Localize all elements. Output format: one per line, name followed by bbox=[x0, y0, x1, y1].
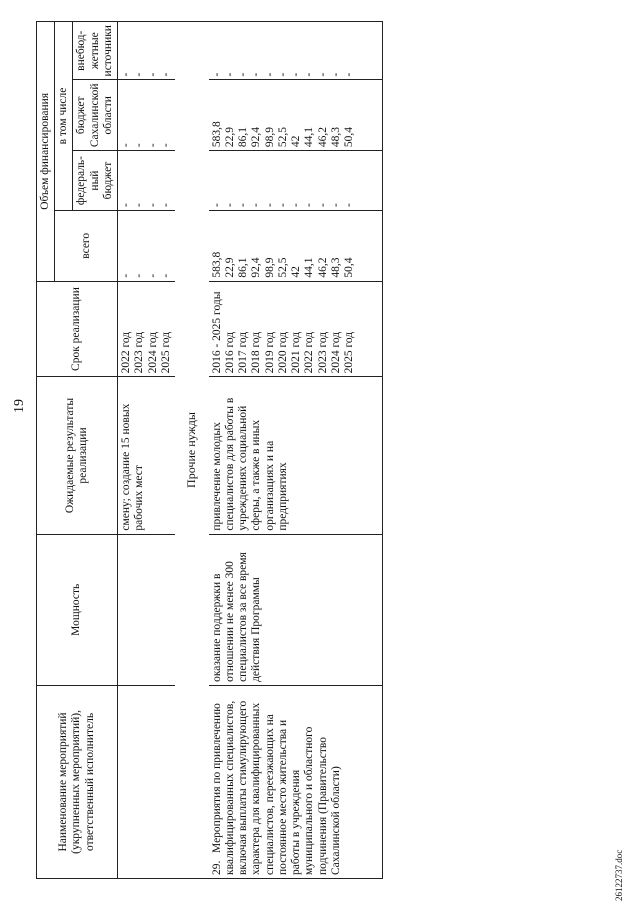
cell-line: 2020 год bbox=[276, 331, 289, 374]
cell-line: 44,1 bbox=[303, 127, 316, 148]
cell-line: - bbox=[263, 72, 276, 77]
table-end-spacer bbox=[358, 22, 383, 879]
cell-line: 48,3 bbox=[329, 257, 342, 278]
cell-line: - bbox=[263, 203, 276, 207]
row-number: 29. bbox=[210, 860, 223, 875]
results-cell: смену; создание 15 новых рабочих мест bbox=[118, 377, 175, 534]
cell-line: - bbox=[290, 203, 303, 207]
cell-line: - bbox=[133, 203, 146, 207]
cell-line: - bbox=[342, 72, 355, 77]
cell-line: - bbox=[250, 203, 263, 207]
cell-line: 52,5 bbox=[276, 257, 289, 278]
cell-line: - bbox=[316, 72, 329, 77]
regional-cell bbox=[209, 80, 358, 151]
footer-filename: 26122737.doc bbox=[614, 849, 624, 901]
table-row-continued bbox=[118, 22, 175, 879]
cell-line: - bbox=[120, 273, 133, 278]
row-name: Мероприятия по привлечению квалифицированных специалистов, включая выплаты стимулирующего характера для квалифицированных специалистов, переезжающих на постоянное место жительства и работы в учреждения муниципального и областного подчинения (Правительство Сахалинской области) bbox=[210, 700, 342, 875]
cell-line: 44,1 bbox=[303, 257, 316, 278]
years-cell bbox=[209, 281, 358, 377]
cell-line: - bbox=[146, 203, 159, 207]
cell-line: 2022 год bbox=[303, 331, 316, 374]
cell-line: 22,9 bbox=[223, 127, 236, 148]
federal-cell bbox=[118, 151, 175, 211]
cell-line: - bbox=[342, 203, 355, 207]
cell-line: - bbox=[133, 143, 146, 148]
cell-line: 50,4 bbox=[342, 257, 355, 278]
cell-line: - bbox=[210, 203, 223, 207]
cell-line: - bbox=[250, 72, 263, 77]
cell-line: 42 bbox=[290, 135, 303, 148]
cell-line: 2023 год bbox=[316, 331, 329, 374]
cell-line: - bbox=[237, 203, 250, 207]
cell-line: 92,4 bbox=[250, 127, 263, 148]
cell-line: - bbox=[146, 273, 159, 278]
cell-line: 2019 год bbox=[263, 331, 276, 374]
cell-line: - bbox=[120, 72, 133, 77]
header-federal: федераль-ный бюджет bbox=[73, 151, 118, 211]
header-capacity: Мощность bbox=[37, 534, 118, 685]
section-row bbox=[175, 22, 209, 879]
cell-line: 583,8 bbox=[210, 121, 223, 148]
cell-line: - bbox=[329, 72, 342, 77]
cell-line: 2016 год bbox=[223, 331, 236, 374]
header-funding: Объем финансирования bbox=[37, 22, 55, 282]
cell-line: - bbox=[133, 273, 146, 278]
cell-line: 48,3 bbox=[329, 127, 342, 148]
header-term: Срок реализации bbox=[37, 281, 118, 377]
total-cell bbox=[209, 210, 358, 281]
cell-line: 2017 год bbox=[237, 331, 250, 374]
cell-line: - bbox=[290, 72, 303, 77]
header-name: Наименование мероприятий (укрупненных мероприятий), ответственный исполнитель bbox=[37, 685, 118, 878]
cell-line: - bbox=[159, 273, 172, 278]
cell-line: - bbox=[120, 203, 133, 207]
cell-line: 86,1 bbox=[237, 127, 250, 148]
cell-line: - bbox=[146, 143, 159, 148]
extra-cell bbox=[118, 22, 175, 80]
header-extra: внебюд-жетные источники bbox=[73, 22, 118, 80]
header-incl: в том числе bbox=[55, 22, 73, 211]
capacity-cell: оказание поддержки в отношении не менее 300 специалистов за все время действия Программы bbox=[209, 534, 358, 685]
cell-line: 46,2 bbox=[316, 127, 329, 148]
cell-line: - bbox=[303, 203, 316, 207]
cell-line: - bbox=[223, 203, 236, 207]
total-cell bbox=[118, 210, 175, 281]
cell-line: 2024 год bbox=[146, 331, 159, 374]
cell-line: 42 bbox=[290, 266, 303, 278]
cell-line: - bbox=[159, 143, 172, 148]
federal-cell bbox=[209, 151, 358, 211]
extra-cell bbox=[209, 22, 358, 80]
regional-cell bbox=[118, 80, 175, 151]
cell-line: 46,2 bbox=[316, 257, 329, 278]
results-cell: привлечение молодых специалистов для работы в учреждениях социальной сферы, а также в иных организациях и на предприятиях bbox=[209, 377, 358, 534]
cell-line: - bbox=[159, 72, 172, 77]
cell-line: 98,9 bbox=[263, 257, 276, 278]
cell-line: - bbox=[146, 72, 159, 77]
cell-line: 22,9 bbox=[223, 257, 236, 278]
cell-line: 2016 - 2025 годы bbox=[210, 291, 223, 374]
program-table bbox=[36, 21, 383, 879]
cell-line: 2025 год bbox=[159, 331, 172, 374]
cell-line: 86,1 bbox=[237, 257, 250, 278]
cell-line: - bbox=[159, 203, 172, 207]
cell-line: - bbox=[276, 203, 289, 207]
cell-line: 52,5 bbox=[276, 127, 289, 148]
cell-line: 2022 год bbox=[120, 331, 133, 374]
cell-line: - bbox=[316, 203, 329, 207]
years-cell bbox=[118, 281, 175, 377]
cell-line: - bbox=[276, 72, 289, 77]
page-number: 19 bbox=[12, 399, 27, 413]
cell-line: - bbox=[237, 72, 250, 77]
cell-line: - bbox=[210, 72, 223, 77]
cell-line: 98,9 bbox=[263, 127, 276, 148]
cell-line: 2025 год bbox=[342, 331, 355, 374]
cell-line: 50,4 bbox=[342, 127, 355, 148]
header-regional: бюджет Сахалинской области bbox=[73, 80, 118, 151]
cell-line: - bbox=[120, 143, 133, 148]
cell-line: - bbox=[223, 72, 236, 77]
cell-line: - bbox=[329, 203, 342, 207]
cell-line: 2018 год bbox=[250, 331, 263, 374]
cell-line: - bbox=[303, 72, 316, 77]
cell-line: 92,4 bbox=[250, 257, 263, 278]
cell-line: 583,8 bbox=[210, 251, 223, 278]
section-title: Прочие нужды bbox=[175, 22, 209, 879]
cell-line: 2021 год bbox=[290, 331, 303, 374]
name-cell bbox=[209, 685, 358, 878]
cell-line: 2024 год bbox=[329, 331, 342, 374]
cell-line: - bbox=[133, 72, 146, 77]
header-total: всего bbox=[55, 210, 118, 281]
cell-line: 2023 год bbox=[133, 331, 146, 374]
header-results: Ожидаемые результаты реализации bbox=[37, 377, 118, 534]
table-row-29 bbox=[209, 22, 358, 879]
